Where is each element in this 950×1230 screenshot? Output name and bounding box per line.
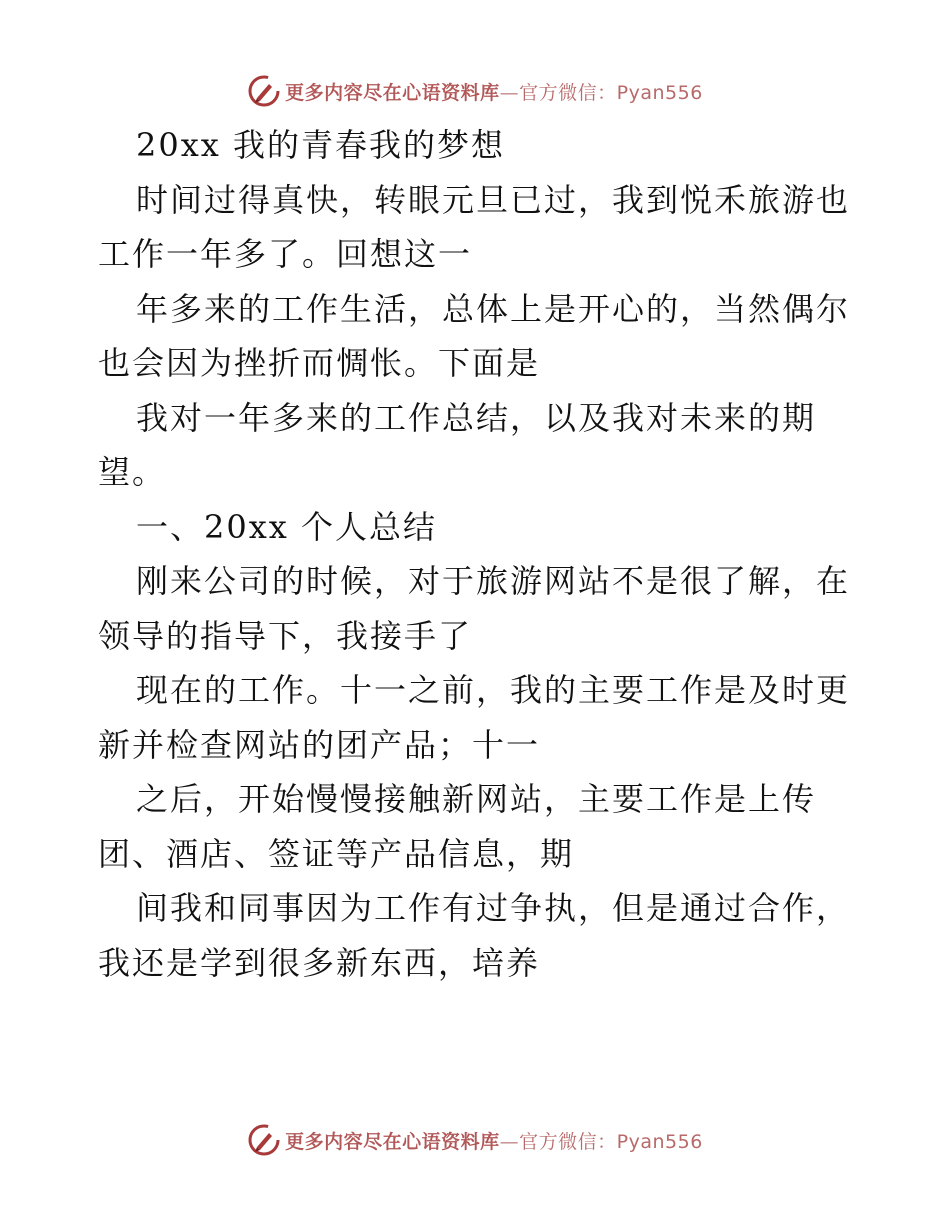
text-line: 刚来公司的时候，对于旅游网站不是很了解，在 bbox=[136, 562, 851, 600]
pen-logo-icon bbox=[247, 74, 281, 108]
document-body bbox=[98, 118, 858, 990]
text-line: 时间过得真快，转眼元旦已过，我到悦禾旅游也 bbox=[136, 180, 851, 219]
text-line: 工作一年多了。回想这一 bbox=[98, 235, 473, 273]
header-banner bbox=[0, 71, 950, 111]
banner-text bbox=[285, 1127, 703, 1154]
text-line: 现在的工作。十一之前，我的主要工作是及时更 bbox=[136, 671, 851, 709]
banner-dash: — bbox=[499, 81, 520, 104]
banner-dash: — bbox=[499, 1130, 520, 1153]
text-line: 也会因为挫折而惆怅。下面是 bbox=[98, 344, 541, 382]
text-line: 领导的指导下，我接手了 bbox=[98, 616, 473, 655]
banner-brand: 更多内容尽在心语资料库 bbox=[285, 1130, 500, 1153]
banner-brand: 更多内容尽在心语资料库 bbox=[285, 81, 500, 104]
pen-logo-icon bbox=[247, 1123, 281, 1157]
text-line: 团、酒店、签证等产品信息，期 bbox=[98, 834, 575, 873]
banner-wechat: 官方微信：Pyan556 bbox=[519, 1130, 703, 1153]
text-line: 望。 bbox=[98, 453, 167, 491]
text-line: 年多来的工作生活，总体上是开心的，当然偶尔 bbox=[136, 289, 851, 328]
banner-wechat: 官方微信：Pyan556 bbox=[519, 81, 703, 104]
text-line: 新并检查网站的团产品；十一 bbox=[98, 725, 541, 764]
banner-text bbox=[285, 78, 703, 105]
text-line: 之后，开始慢慢接触新网站，主要工作是上传 bbox=[136, 780, 817, 818]
text-line: 我对一年多来的工作总结，以及我对未来的期 bbox=[136, 398, 817, 437]
footer-banner bbox=[0, 1120, 950, 1160]
text-line: 间我和同事因为工作有过争执，但是通过合作， bbox=[136, 889, 851, 927]
text-line: 我还是学到很多新东西，培养 bbox=[98, 943, 541, 982]
text-line: 20xx 我的青春我的梦想 bbox=[136, 126, 505, 164]
text-line: 一、20xx 个人总结 bbox=[136, 507, 437, 546]
